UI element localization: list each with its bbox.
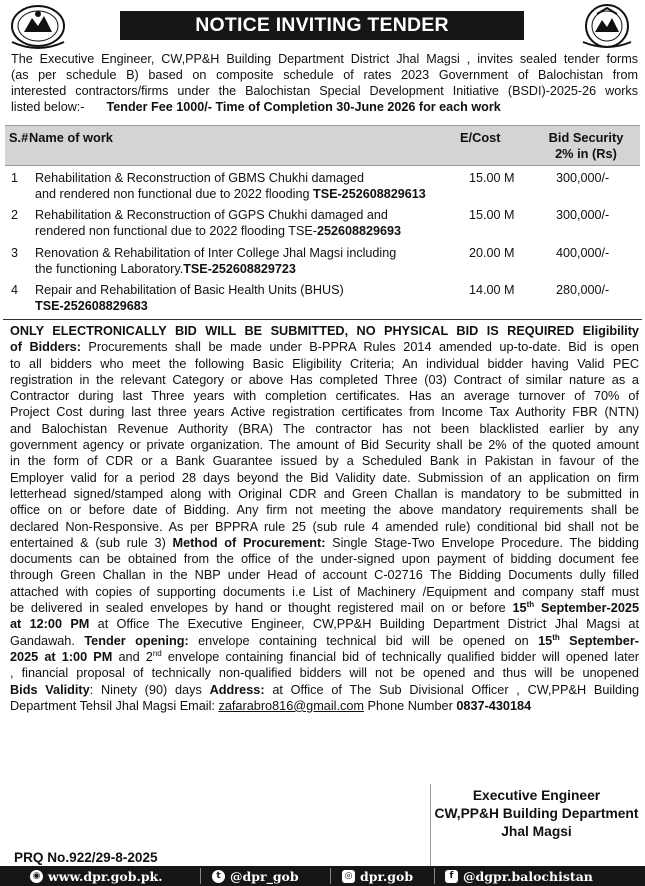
estimated-cost: 20.00 M <box>469 246 515 260</box>
opening-date <box>538 634 639 648</box>
body-line <box>10 600 639 616</box>
row-number: 3 <box>11 246 19 260</box>
body-line: , financial proposal of technically non-qualified bidders will not be opened and thus will be unopened <box>10 666 639 681</box>
facebook-text: @dgpr.balochistan <box>463 868 593 884</box>
body-line: office on or before date of Bidding. Any firm not meeting the above mandatory requirements shall be <box>10 503 639 518</box>
bid-security: 280,000/- <box>556 283 610 297</box>
body-line: government agency or private organization. The amount of Bid Security shall be 2% of the quoted amount <box>10 438 639 453</box>
work-text: the functioning Laboratory. <box>35 262 184 276</box>
intro-line <box>11 99 638 115</box>
body-line: through Green Challan in the NBP under Head of account C-02716 The Bidding Documents dully filled <box>10 568 639 583</box>
body-line <box>10 682 639 698</box>
website-link[interactable] <box>30 868 163 884</box>
header-bid-line1: Bid Security <box>548 130 624 145</box>
date-suffix: th <box>552 632 560 642</box>
work-line: Rehabilitation & Reconstruction of GGPS Chukhi damaged and <box>35 208 388 222</box>
work-text: and rendered non functional due to 2022 flooding <box>35 187 313 201</box>
divider <box>330 868 331 884</box>
tse-code: 252608829693 <box>316 224 401 238</box>
date-month: September- <box>559 633 639 648</box>
page-title: NOTICE INVITING TENDER <box>120 11 524 40</box>
body-line <box>10 535 639 551</box>
body-text: Procurements shall be made under B-PPRA Rules 2014 amended up-to-date. Bid is open <box>80 340 639 355</box>
twitter-text: @dpr_gob <box>230 868 299 884</box>
body-line <box>10 633 639 649</box>
bid-security: 300,000/- <box>556 208 610 222</box>
row-number: 4 <box>11 283 19 297</box>
opening-time: 2025 at 1:00 PM <box>10 649 113 664</box>
signatory-department: CW,PP&H Building Department <box>434 806 639 821</box>
instagram-icon: ◎ <box>342 870 355 883</box>
facebook-link[interactable] <box>445 868 593 884</box>
twitter-link[interactable] <box>212 868 299 884</box>
work-name <box>35 207 455 239</box>
body-line: Contractor during last Three years with completion certificates. Has an average turnover of 70% of <box>10 389 639 404</box>
work-name <box>35 245 455 277</box>
intro-line: The Executive Engineer, CW,PP&H Building Department District Jhal Magsi , invites sealed tender forms <box>11 52 638 66</box>
body-line: attached with copies of supporting documents i.e List of Machinery /Equipment and company staff must <box>10 584 639 599</box>
tse-code: TSE-252608829723 <box>183 262 296 276</box>
body-text: envelope containing technical bid will be opened on <box>188 633 539 648</box>
header-bid-line2: 2% in (Rs) <box>555 146 617 161</box>
bids-validity-label: Bids Validity <box>10 682 90 697</box>
body-line <box>10 616 639 632</box>
estimated-cost: 14.00 M <box>469 283 515 297</box>
government-seal-left-icon <box>6 2 70 50</box>
body-line: in the form of CDR or a Bank Guarantee issued by a Scheduled Bank in Pakistan in favour of the <box>10 454 639 469</box>
body-text: Phone Number <box>363 698 457 713</box>
body-line: Employer valid for a period 28 days beyond the Bid Validity date. Submission of an application on firm <box>10 470 639 485</box>
bid-security: 400,000/- <box>556 246 610 260</box>
globe-icon: ◉ <box>30 870 43 883</box>
body-line: declared Non-Responsive. As per BPPRA rule 25 (sub rule 4 amended rule) conditional bid shall not be <box>10 519 639 534</box>
eligibility-label: of Bidders: <box>10 340 81 355</box>
ordinal-suffix: nd <box>152 648 162 658</box>
signature-block <box>430 784 642 866</box>
date-day: 15 <box>538 633 553 648</box>
body-text: be delivered in sealed envelopes by hand or thought registered mail on or before <box>10 601 513 616</box>
email-link[interactable]: zafarabro816@gmail.com <box>218 698 364 713</box>
body-text: Single Stage-Two Envelope Procedure. The bidding <box>325 535 639 550</box>
date-suffix: th <box>526 599 535 609</box>
body-text: : Ninety (90) days <box>89 682 210 697</box>
work-name <box>35 170 455 202</box>
table-header <box>5 125 640 166</box>
body-line: to all bidders who meet the following Basic Eligibility Criteria; An individual bidder having Valid PEC <box>10 356 639 371</box>
body-text: at Office The Executive Engineer, CW,PP&H Building Department District Jhal Magsi at <box>89 617 640 632</box>
header-sno: S.# <box>9 130 29 145</box>
body-text: at Office of The Sub Divisional Officer , CW,PP&H Building <box>264 682 639 697</box>
body-line: and Balochistan Revenue Authority (BRA) The contractor has not been blacklisted earlier by any <box>10 421 639 436</box>
work-line: Rehabilitation & Reconstruction of GBMS Chukhi damaged <box>35 171 365 185</box>
intro-line: (as per schedule B) based on composite schedule of rates 2023 Government of Balochistan from <box>11 68 638 82</box>
bid-security: 300,000/- <box>556 171 610 185</box>
tender-opening-label: Tender opening: <box>84 633 189 648</box>
address-label: Address: <box>209 682 265 697</box>
body-line: Project Cost during last three years Active registration certificates from Income Tax Authority FBR (NTN) <box>10 405 639 420</box>
body-line: registration in the relevant Category or above Has completed Three (03) Contract of similar nature as a <box>10 372 639 387</box>
header-cost: E/Cost <box>460 130 501 145</box>
date-day: 15 <box>512 601 527 616</box>
intro-paragraph <box>11 51 638 115</box>
date-month: September-2025 <box>534 601 639 616</box>
body-text: and 2 <box>112 649 153 664</box>
submission-time: at 12:00 PM <box>10 617 90 632</box>
work-line: Renovation & Rehabilitation of Inter College Jhal Magsi including <box>35 246 397 260</box>
government-seal-right-icon <box>575 2 639 50</box>
work-name <box>35 282 455 314</box>
body-line: documents can be obtained from the office of the under-signed upon payment of bidding document fee <box>10 552 639 567</box>
body-line: ONLY ELECTRONICALLY BID WILL BE SUBMITTED, NO PHYSICAL BID IS REQUIRED Eligibility <box>10 324 639 338</box>
work-line <box>35 223 455 239</box>
body-text: Department Tehsil Jhal Magsi Email: <box>10 698 219 713</box>
prq-number: PRQ No.922/29-8-2025 <box>14 850 158 865</box>
body-text: envelope containing financial bid of technically qualified bidder will opened later <box>161 649 639 664</box>
header-name: Name of work <box>29 130 113 145</box>
body-line: letterhead signed/stamped along with Original CDR and Green Challan is mandatory to be submitted in <box>10 486 639 501</box>
row-number: 1 <box>11 171 19 185</box>
table-body <box>5 166 640 321</box>
body-line <box>10 698 639 714</box>
body-line <box>10 649 639 665</box>
estimated-cost: 15.00 M <box>469 208 515 222</box>
work-text: rendered non functional due to 2022 flooding TSE- <box>35 224 317 238</box>
tse-code: TSE-252608829683 <box>35 299 148 313</box>
instagram-text: dpr.gob <box>360 868 414 884</box>
body-text: entertained & (sub rule 3) <box>10 535 173 550</box>
tender-conditions <box>10 323 639 714</box>
header-bid-security <box>545 130 627 162</box>
divider <box>200 868 201 884</box>
phone-number: 0837-430184 <box>456 698 532 713</box>
works-table <box>5 125 640 321</box>
intro-line: interested contractors/firms under the Balochistan Special Development Initiative (BSDI)-2025-26 works <box>11 84 638 98</box>
estimated-cost: 15.00 M <box>469 171 515 185</box>
listed-below-text: listed below:- <box>11 100 85 114</box>
body-text: Gandawah. <box>10 633 85 648</box>
facebook-icon: f <box>445 870 458 883</box>
tse-code: TSE-252608829613 <box>313 187 426 201</box>
instagram-link[interactable] <box>342 868 413 884</box>
website-text: www.dpr.gob.pk. <box>48 868 163 884</box>
procurement-method-label: Method of Procurement: <box>172 535 326 550</box>
social-footer <box>0 866 645 886</box>
work-line <box>35 186 455 202</box>
row-number: 2 <box>11 208 19 222</box>
work-line: Repair and Rehabilitation of Basic Health Units (BHUS) <box>35 283 344 297</box>
work-line <box>35 261 455 277</box>
body-line <box>10 339 639 355</box>
signatory-location: Jhal Magsi <box>501 824 572 839</box>
submission-date <box>512 601 639 615</box>
twitter-icon: t <box>212 870 225 883</box>
divider <box>434 868 435 884</box>
signatory-title: Executive Engineer <box>472 788 601 803</box>
tender-fee-text: Tender Fee 1000/- Time of Completion 30-June 2026 for each work <box>106 100 501 114</box>
